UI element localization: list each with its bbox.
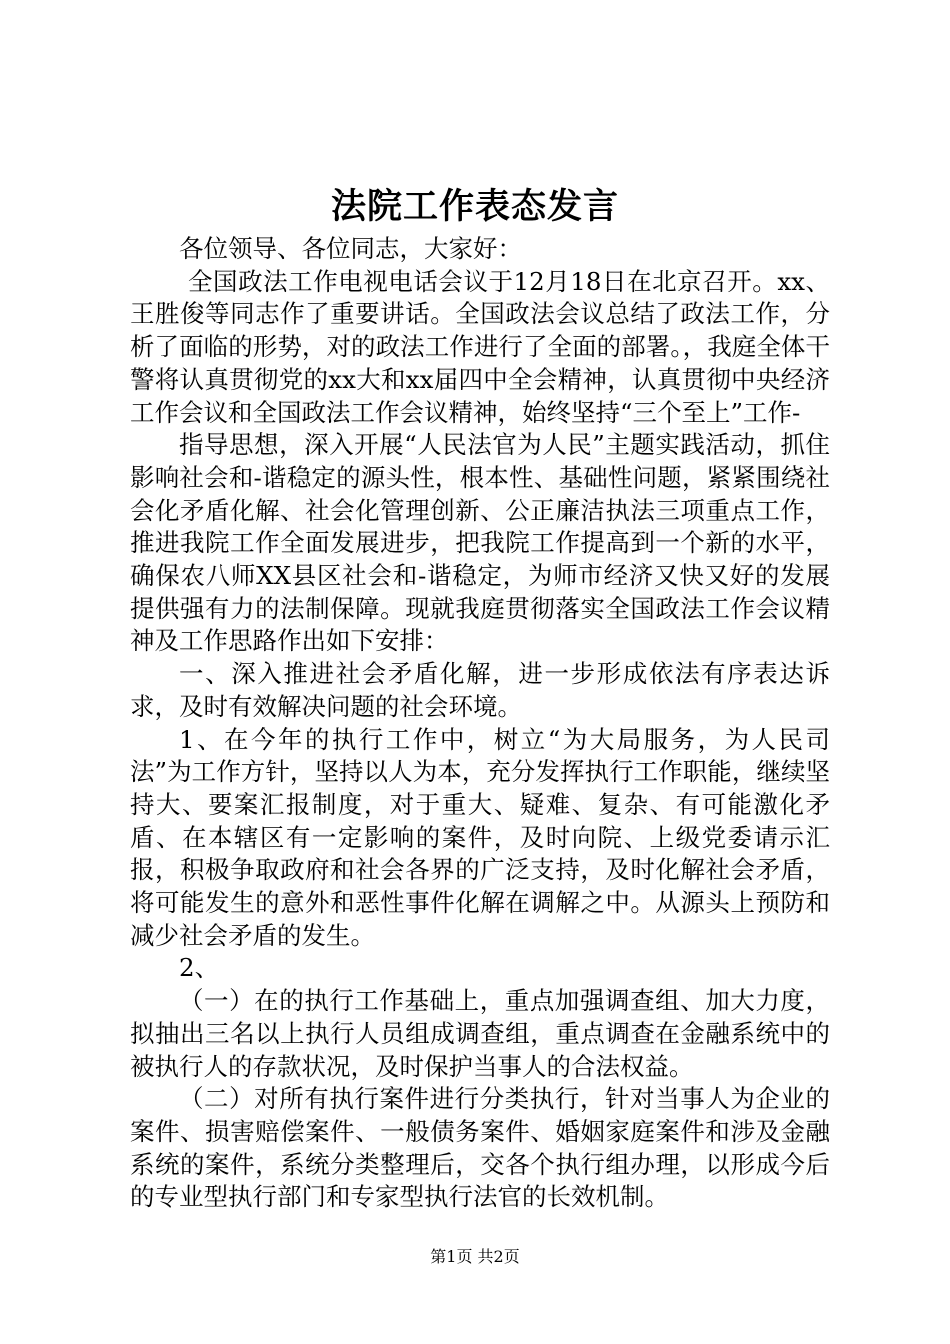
page-footer: 第1页 共2页 — [430, 1247, 520, 1266]
document-title: 法院工作表态发言 — [330, 186, 619, 227]
body-paragraph: （一）在的执行工作基础上，重点加强调查组、加大力度，拟抽出三名以上执行人员组成调查组，重点调查在金融系统中的被执行人的存款状况，及时保护当事人的合法权益。 — [130, 986, 830, 1081]
body-paragraph: （二）对所有执行案件进行分类执行，针对当事人为企业的案件、损害赔偿案件、一般债务案件、婚姻家庭案件和涉及金融系统的案件，系统分类整理后，交各个执行组办理，以形成今后的专业型执行部门和专家型执行法官的长效机制。 — [130, 1084, 830, 1212]
section-heading: 一、深入推进社会矛盾化解，进一步形成依法有序表达诉求，及时有效解决问题的社会环境。 — [130, 659, 830, 721]
list-number: 2、 — [179, 953, 220, 983]
greeting-paragraph: 各位领导、各位同志，大家好： — [179, 234, 522, 263]
body-paragraph: 1、在今年的执行工作中，树立“为大局服务，为人民司法”为工作方针，坚持以人为本，充分发挥执行工作职能，继续坚持大、要案汇报制度，对于重大、疑难、复杂、有可能激化矛盾、在本辖区有一定影响的案件，及时向院、上级党委请示汇报，积极争取政府和社会各界的广泛支持，及时化解社会矛盾，将可能发生的意外和恶性事件化解在调解之中。从源头上预防和减少社会矛盾的发生。 — [130, 724, 830, 950]
document-body — [130, 233, 830, 1214]
body-paragraph: 全国政法工作电视电话会议于12月18日在北京召开。xx、王胜俊等同志作了重要讲话。全国政法会议总结了政法工作，分析了面临的形势，对的政法工作进行了全面的部署。，我庭全体干警将认真贯彻党的xx大和xx届四中全会精神，认真贯彻中央经济工作会议和全国政法工作会议精神，始终坚持“三个至上”工作- — [130, 266, 830, 427]
body-paragraph: 指导思想，深入开展“人民法官为人民”主题实践活动，抓住影响社会和-谐稳定的源头性，根本性、基础性问题，紧紧围绕社会化矛盾化解、社会化管理创新、公正廉洁执法三项重点工作，推进我院工作全面发展进步，把我院工作提高到一个新的水平，确保农八师XX县区社会和-谐稳定，为师市经济又快又好的发展提供强有力的法制保障。现就我庭贯彻落实全国政法工作会议精神及工作思路作出如下安排： — [130, 430, 830, 656]
